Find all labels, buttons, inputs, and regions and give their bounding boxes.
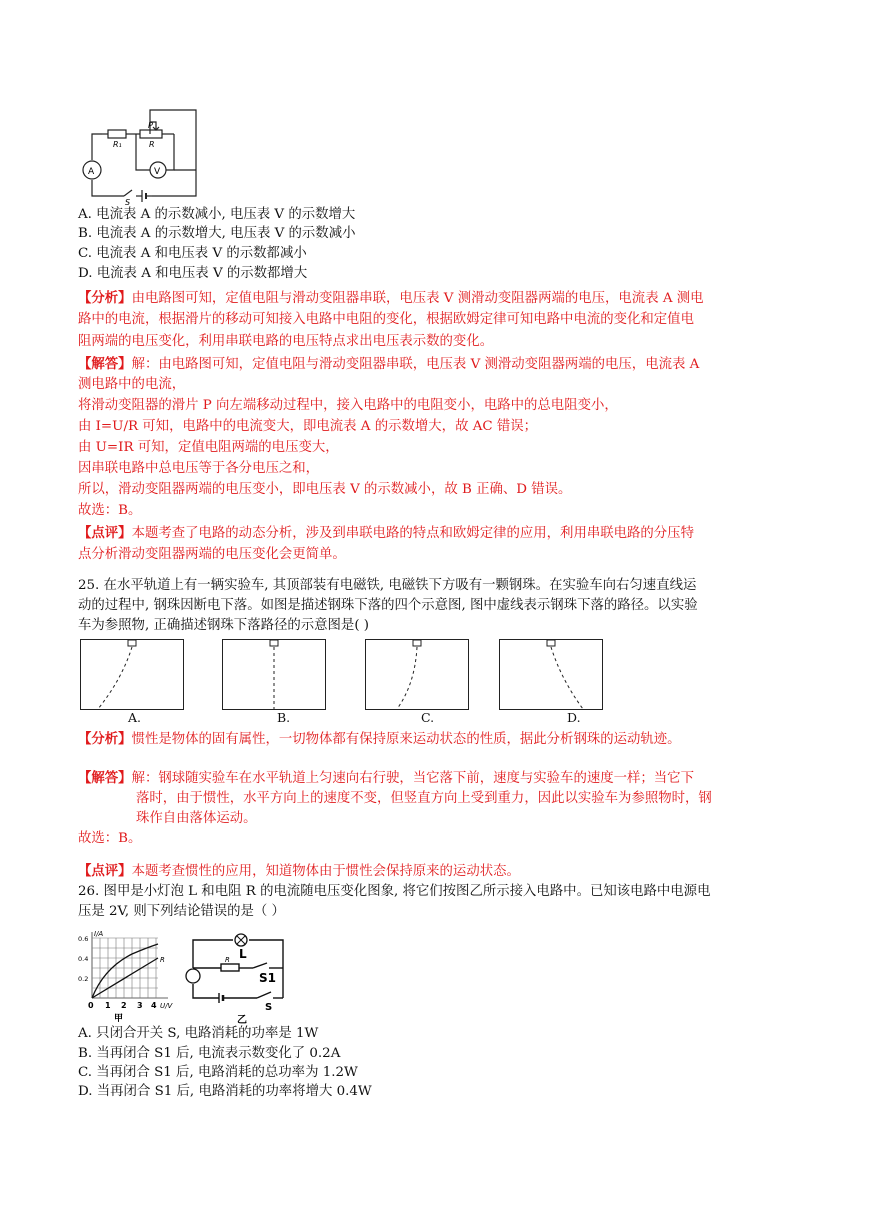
q24-solution-line: 测电路中的电流， <box>78 377 186 392</box>
q25-diagram-b <box>222 639 326 710</box>
label-voltmeter: V <box>154 167 161 177</box>
analysis-tag: 【分析】 <box>78 290 132 306</box>
comment-tag: 【点评】 <box>78 525 132 541</box>
q26-iv-graph <box>78 928 178 1023</box>
q26-option-d: D. 当再闭合 S1 后, 电路消耗的功率将增大 0.4W <box>78 1084 372 1099</box>
q26-stem-line: 压是 2V, 则下列结论错误的是（ ） <box>78 904 285 919</box>
q25-solution-line: 【解答】解：钢球随实验车在水平轨道上匀速向右行驶，当它落下前，速度与实验车的速度一样；当它下 <box>78 770 694 786</box>
q25-diagram-a <box>80 639 184 710</box>
q26-circuit-diagram <box>183 930 303 1025</box>
label-lamp: L <box>239 947 247 961</box>
q25-caption-d: D. <box>567 710 581 725</box>
q25-stem-line: 25. 在水平轨道上有一辆实验车, 其顶部装有电磁铁, 电磁铁下方吸有一颗钢珠。在实验车向右匀速直线运 <box>78 578 697 593</box>
q24-solution-line: 【解答】解：由电路图可知，定值电阻与滑动变阻器串联，电压表 V 测滑动变阻器两端的电压，电流表 A <box>78 356 700 372</box>
q24-solution-line: 所以，滑动变阻器两端的电压变小，即电压表 V 的示数减小，故 B 正确、D 错误。 <box>78 482 572 497</box>
q25-stem-line: 动的过程中, 钢珠因断电下落。如图是描述钢珠下落的四个示意图, 图中虚线表示钢珠下落的路径。以实验 <box>78 598 698 613</box>
q24-solution-line: 将滑动变阻器的滑片 P 向左端移动过程中，接入电路中的电阻变小，电路中的总电阻变小， <box>78 398 618 413</box>
q24-option-d: D. 电流表 A 和电压表 V 的示数都增大 <box>78 266 308 281</box>
q24-comment-line: 【点评】本题考查了电路的动态分析，涉及到串联电路的特点和欧姆定律的应用，利用串联电路的分压特 <box>78 525 694 541</box>
ammeter-icon <box>186 969 200 983</box>
graph-xlabel: U/V <box>160 1002 173 1010</box>
q24-solution-line: 由 I=U/R 可知，电路中的电流变大，即电流表 A 的示数增大，故 AC 错误； <box>78 419 538 434</box>
q25-stem-line: 车为参照物, 正确描述钢珠下落路径的示意图是( ) <box>78 618 370 633</box>
label-switch1: S1 <box>259 971 276 985</box>
q25-diagram-d <box>499 639 603 710</box>
q24-answer: 故选：B。 <box>78 503 142 518</box>
xtick-label: 2 <box>121 1001 127 1010</box>
xtick-label: 1 <box>105 1001 111 1010</box>
solution-tag: 【解答】 <box>78 356 132 372</box>
xtick-label: 3 <box>137 1001 143 1010</box>
circuit-caption: 乙 <box>237 1015 247 1026</box>
q24-analysis-line: 路中的电流，根据滑片的移动可知接入电路中电阻的变化，根据欧姆定律可知电路中电流的变化和定值电 <box>78 312 694 327</box>
q24-option-c: C. 电流表 A 和电压表 V 的示数都减小 <box>78 246 307 261</box>
graph-caption: 甲 <box>114 1014 124 1024</box>
q25-solution-line: 落时，由于惯性，水平方向上的速度不变，但竖直方向上受到重力，因此以实验车为参照物时，钢 <box>136 791 712 806</box>
label-switch: S <box>125 198 131 207</box>
xtick-label: 0 <box>88 1001 94 1010</box>
comment-tag: 【点评】 <box>78 863 132 879</box>
q24-option-b: B. 电流表 A 的示数增大, 电压表 V 的示数减小 <box>78 226 356 241</box>
ytick-label: 0.4 <box>78 955 89 963</box>
q25-caption-b: B. <box>277 710 291 725</box>
analysis-tag: 【分析】 <box>78 731 132 747</box>
q24-solution-line: 因串联电路中总电压等于各分电压之和， <box>78 461 320 476</box>
q26-option-c: C. 当再闭合 S1 后, 电路消耗的总功率为 1.2W <box>78 1065 358 1080</box>
q25-analysis-line: 【分析】惯性是物体的固有属性，一切物体都有保持原来运动状态的性质，据此分析钢珠的运动轨迹。 <box>78 731 681 747</box>
q25-solution-line: 珠作自由落体运动。 <box>136 811 257 826</box>
q25-comment-line: 【点评】本题考查惯性的应用，知道物体由于惯性会保持原来的运动状态。 <box>78 863 520 879</box>
q25-caption-c: C. <box>421 710 435 725</box>
xtick-label: 4 <box>151 1001 157 1010</box>
solution-tag: 【解答】 <box>78 770 132 786</box>
q26-stem-line: 26. 图甲是小灯泡 L 和电阻 R 的电流随电压变化图象, 将它们按图乙所示接入电路中。已知该电路中电源电 <box>78 884 711 899</box>
q24-comment-line: 点分析滑动变阻器两端的电压变化会更简单。 <box>78 547 346 562</box>
graph-ylabel: I/A <box>94 930 104 938</box>
q25-diagram-c <box>365 639 469 710</box>
q24-analysis-line: 阻两端的电压变化，利用串联电路的电压特点求出电压表示数的变化。 <box>78 334 494 349</box>
q24-solution-line: 由 U=IR 可知，定值电阻两端的电压变大， <box>78 440 339 455</box>
q24-option-a: A. 电流表 A 的示数减小, 电压表 V 的示数增大 <box>78 207 356 222</box>
label-ammeter: A <box>88 167 95 177</box>
q25-answer: 故选：B。 <box>78 831 142 846</box>
label-resistor: R <box>225 956 230 964</box>
q26-option-a: A. 只闭合开关 S, 电路消耗的功率是 1W <box>78 1026 319 1041</box>
label-r1: R₁ <box>113 140 122 149</box>
q25-caption-a: A. <box>128 710 142 725</box>
label-switch: S <box>265 1002 273 1013</box>
ytick-label: 0.2 <box>78 975 89 983</box>
ytick-label: 0.6 <box>78 935 89 943</box>
q24-analysis-line: 【分析】由电路图可知，定值电阻与滑动变阻器串联，电压表 V 测滑动变阻器两端的电压，电流表 A 测电 <box>78 290 704 306</box>
label-p: P <box>148 121 153 130</box>
graph-curve-label: R <box>160 956 165 964</box>
q26-option-b: B. 当再闭合 S1 后, 电流表示数变化了 0.2A <box>78 1046 341 1061</box>
q24-circuit-diagram <box>78 106 208 207</box>
label-r: R <box>149 140 155 149</box>
